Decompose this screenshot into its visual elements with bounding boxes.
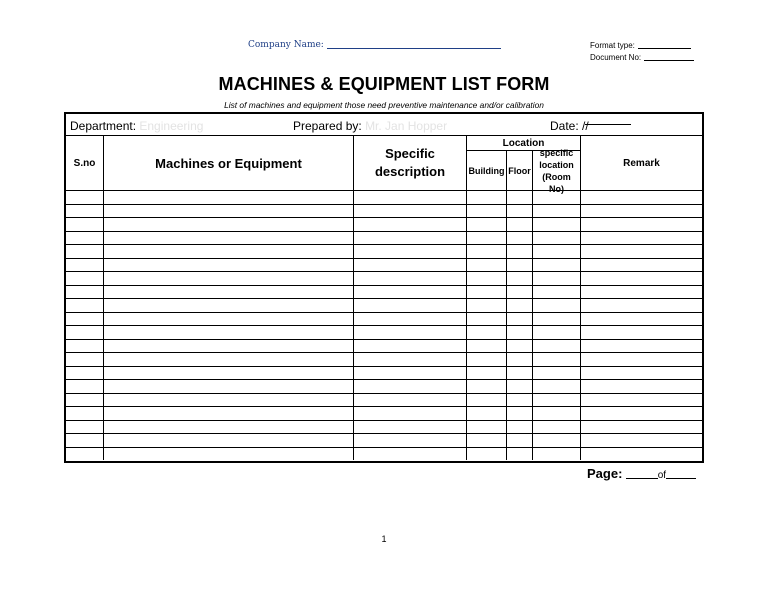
header-building: Building	[468, 165, 505, 176]
header-remark: Remark	[623, 157, 660, 169]
table-row[interactable]	[66, 244, 702, 245]
table-row[interactable]	[66, 312, 702, 313]
page-total-line	[666, 478, 696, 479]
company-name-field[interactable]	[248, 40, 501, 50]
prepared-by-value: Mr. Jan Hopper	[365, 119, 448, 133]
table-row[interactable]	[66, 366, 702, 367]
department-value: Engineering	[139, 119, 204, 133]
date-year-line	[589, 124, 631, 125]
date-field[interactable]: Date: / /	[550, 119, 589, 133]
prepared-by-label: Prepared by:	[293, 119, 362, 133]
table-row[interactable]	[66, 298, 702, 299]
table-row[interactable]	[66, 217, 702, 218]
format-type-label: Format type:	[590, 41, 635, 50]
table-row[interactable]	[66, 420, 702, 421]
table-row[interactable]	[66, 433, 702, 434]
table-row[interactable]	[66, 393, 702, 394]
table-row[interactable]	[66, 379, 702, 380]
date-label: Date:	[550, 119, 579, 133]
department-field[interactable]	[70, 119, 203, 133]
col-divider-floor	[532, 150, 533, 460]
table-row[interactable]	[66, 339, 702, 340]
table-row[interactable]	[66, 352, 702, 353]
table-row[interactable]	[66, 231, 702, 232]
page-current-line	[626, 478, 658, 479]
col-divider-building	[506, 150, 507, 460]
table-row[interactable]	[66, 204, 702, 205]
header-sno: S.no	[73, 157, 96, 169]
document-no-line	[644, 60, 694, 61]
header-location: Location	[502, 137, 545, 149]
format-type-field[interactable]	[590, 41, 691, 50]
form-title: MACHINES & EQUIPMENT LIST FORM	[218, 74, 550, 94]
page-counter[interactable]	[587, 466, 696, 481]
page-number: 1	[381, 534, 387, 544]
header-machines: Machines or Equipment	[155, 155, 302, 171]
prepared-by-field[interactable]	[293, 119, 447, 133]
header-specific-description: Specific description	[374, 146, 446, 179]
company-name-label: Company Name:	[248, 40, 324, 50]
table-row[interactable]	[66, 271, 702, 272]
page-label: Page:	[587, 466, 623, 481]
table-row[interactable]	[66, 258, 702, 259]
header-specific-location: specific location (Room No)	[539, 147, 574, 194]
page-of-label: of	[657, 470, 667, 481]
table-row[interactable]	[66, 406, 702, 407]
table-row[interactable]	[66, 190, 702, 191]
format-type-line	[638, 48, 691, 49]
table-row[interactable]	[66, 325, 702, 326]
form-subtitle: List of machines and equipment those need preventive maintenance and/or calibration	[224, 100, 544, 110]
table-row[interactable]	[66, 447, 702, 448]
info-row	[66, 114, 702, 135]
table-row[interactable]	[66, 285, 702, 286]
header-floor: Floor	[508, 165, 531, 176]
department-label: Department:	[70, 119, 137, 133]
document-no-field[interactable]	[590, 53, 694, 62]
document-no-label: Document No:	[590, 53, 642, 62]
company-name-line	[327, 48, 501, 49]
